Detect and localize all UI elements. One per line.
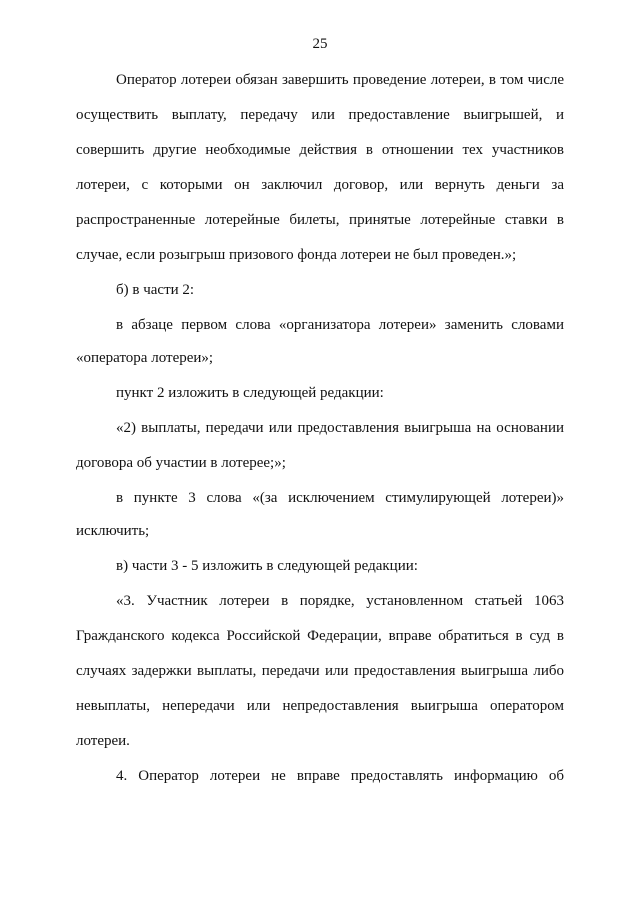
text-line: лотереи.: [76, 733, 130, 749]
text-line: 4. Оператор лотереи не вправе предоставлять информацию об: [116, 768, 564, 784]
text-line: распространенные лотерейные билеты, принятые лотерейные ставки в: [76, 212, 564, 228]
text-line: Оператор лотереи обязан завершить проведение лотереи, в том числе: [116, 72, 564, 88]
text-line: осуществить выплату, передачу или предоставление выигрышей, и: [76, 107, 564, 123]
text-line: невыплаты, непередачи или непредоставления выигрыша оператором: [76, 698, 564, 714]
text-line: Гражданского кодекса Российской Федерации, вправе обратиться в суд в: [76, 628, 564, 644]
text-line: «3. Участник лотереи в порядке, установленном статьей 1063: [116, 593, 564, 609]
text-line: «2) выплаты, передачи или предоставления выигрыша на основании: [116, 420, 564, 436]
text-line: исключить;: [76, 523, 150, 539]
text-line: совершить другие необходимые действия в отношении тех участников: [76, 142, 564, 158]
text-line: случаях задержки выплаты, передачи или предоставления выигрыша либо: [76, 663, 564, 679]
text-line: б) в части 2:: [116, 282, 195, 298]
text-line: в абзаце первом слова «организатора лотереи» заменить словами: [116, 317, 564, 333]
text-line: в пункте 3 слова «(за исключением стимулирующей лотереи)»: [116, 490, 564, 506]
page-number: 25: [312, 36, 328, 52]
text-line: случае, если розыгрыш призового фонда лотереи не был проведен.»;: [76, 247, 517, 263]
text-line: лотереи, с которыми он заключил договор, или вернуть деньги за: [76, 177, 564, 193]
text-line: договора об участии в лотерее;»;: [76, 455, 286, 471]
text-line: пункт 2 изложить в следующей редакции:: [116, 385, 384, 401]
text-line: в) части 3 - 5 изложить в следующей редакции:: [116, 558, 418, 574]
text-line: «оператора лотереи»;: [76, 350, 214, 366]
